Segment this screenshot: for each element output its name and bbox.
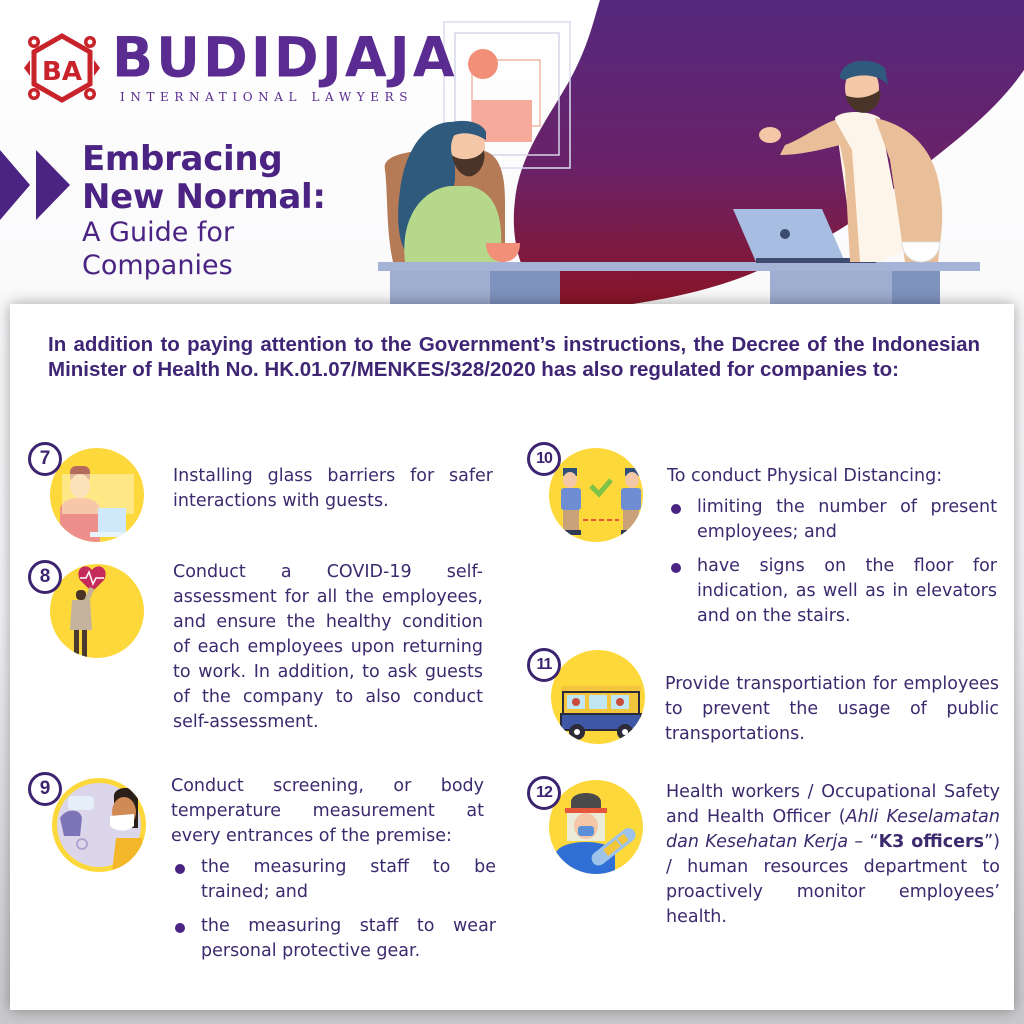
intro-paragraph: In addition to paying attention to the Government’s instructions, the Decree of the Indonesian Minister of Health No. HK.01.07/MENKES/328/2020 has also regulated for companies to: bbox=[48, 333, 980, 381]
double-chevron-icon bbox=[0, 150, 80, 220]
heart-health-icon bbox=[50, 564, 144, 658]
company-logo bbox=[22, 25, 458, 106]
bullet-list bbox=[667, 495, 997, 629]
item-number-badge: 7 bbox=[28, 442, 62, 476]
bullet-item: limiting the number of present employees; and bbox=[667, 495, 997, 545]
glass-barrier-icon bbox=[50, 448, 144, 542]
bullet-item: the measuring staff to wear personal protective gear. bbox=[171, 914, 496, 964]
title-line-1: Embracing bbox=[82, 139, 283, 179]
bullet-item: the measuring staff to be trained; and bbox=[171, 855, 496, 905]
guideline-item-9 bbox=[28, 772, 498, 1002]
item-number-badge: 11 bbox=[527, 648, 561, 682]
health-worker-icon bbox=[549, 780, 643, 874]
physical-distancing-icon bbox=[549, 448, 643, 542]
title-line-3: A Guide for bbox=[82, 217, 235, 248]
guideline-item-7 bbox=[28, 442, 498, 552]
item-text bbox=[171, 774, 496, 973]
item-number-badge: 9 bbox=[28, 772, 62, 806]
hero-banner bbox=[0, 0, 1024, 320]
item-lead-text: Conduct screening, or body temperature measurement at every entrances of the premise: bbox=[171, 776, 484, 846]
bold-term: K3 officers bbox=[878, 832, 985, 852]
item-text bbox=[667, 464, 997, 638]
bullet-list bbox=[171, 855, 496, 964]
italic-term: Ahli Keselamatan dan Kesehatan Kerja bbox=[666, 807, 1000, 852]
ba-monogram-icon bbox=[22, 30, 102, 106]
item-lead-text: To conduct Physical Distancing: bbox=[667, 466, 943, 486]
thermometer-screening-icon bbox=[52, 778, 146, 872]
svg-text:BA: BA bbox=[42, 57, 82, 87]
title-line-4: Companies bbox=[82, 250, 233, 281]
guideline-item-11 bbox=[527, 648, 997, 758]
bullet-dot-icon bbox=[175, 864, 185, 874]
page-title bbox=[82, 140, 326, 282]
brand-name: BUDIDJAJA bbox=[112, 25, 458, 90]
guideline-item-12 bbox=[527, 776, 1000, 966]
item-text: Conduct a COVID-19 self-assessment for all the employees, and ensure the healthy condition of each employees upon returning to work. In addition, to ask guests of the company to also conduct self-assessment. bbox=[173, 562, 483, 732]
item-number-badge: 10 bbox=[527, 442, 561, 476]
item-number-badge: 8 bbox=[28, 560, 62, 594]
title-line-2: New Normal: bbox=[82, 177, 326, 217]
bullet-dot-icon bbox=[671, 563, 681, 573]
bullet-item: have signs on the floor for indication, as well as in elevators and on the stairs. bbox=[667, 554, 997, 629]
brand-tagline: INTERNATIONAL LAWYERS bbox=[120, 90, 414, 104]
content-panel bbox=[10, 304, 1014, 1010]
item-text: Provide transportiation for employees to prevent the usage of public transportations. bbox=[665, 674, 999, 744]
item-text: Installing glass barriers for safer interactions with guests. bbox=[173, 466, 493, 511]
guideline-item-10 bbox=[527, 442, 997, 642]
bus-icon bbox=[551, 650, 645, 744]
item-number-badge: 12 bbox=[527, 776, 561, 810]
guideline-item-8 bbox=[28, 560, 498, 760]
item-text: Health workers / Occupational Safety and Health Officer (Ahli Keselamatan dan Kesehatan Kerja – “K3 officers”) / human resources department to proactively monitor employees’ health. bbox=[666, 782, 1000, 927]
bullet-dot-icon bbox=[671, 504, 681, 514]
bullet-dot-icon bbox=[175, 923, 185, 933]
